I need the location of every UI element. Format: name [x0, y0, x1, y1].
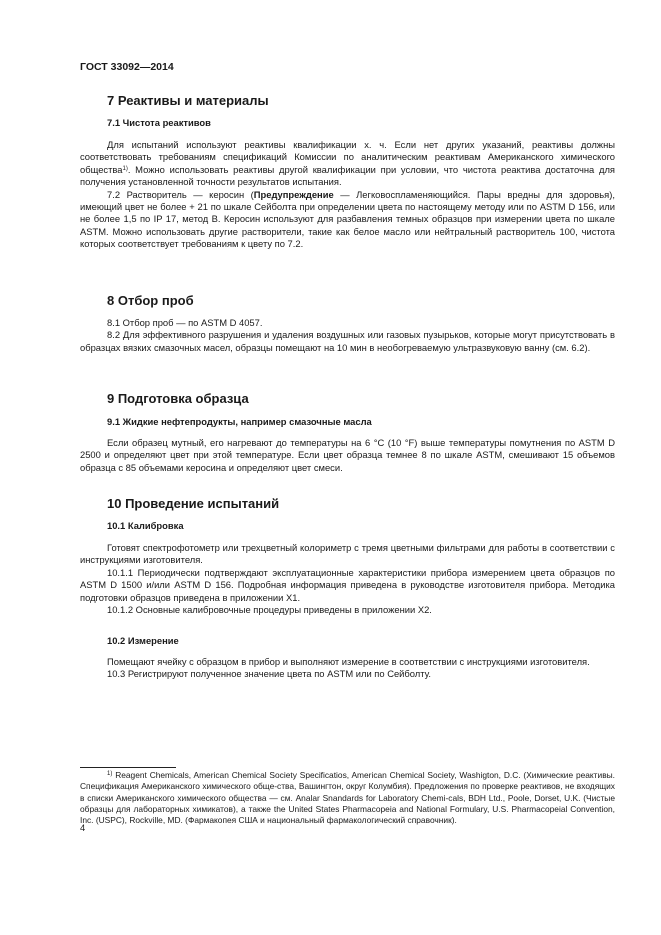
- footnote-mark: 1): [107, 771, 113, 777]
- section-10-1-text: Готовят спектрофотометр или трехцветный колориметр с тремя цветными фильтрами для работы в соответствии с инструкциями изготовителя. 10.1.1 Периодически подтверждают эксплуатационные характеристики прибора измерением цвета образцов по ASTM D 1500 и/или ASTM D 156. Подробная информация приведена в руководстве изготовителя прибора. Методика подготовки образцов приведена в приложении X1. 10.1.2 Основные калибровочные процедуры приведены в приложении X2.: [80, 542, 615, 616]
- section-9-1-title: 9.1 Жидкие нефтепродукты, например смазочные масла: [107, 416, 372, 427]
- section-7-title: 7 Реактивы и материалы: [107, 93, 269, 108]
- section-8-text: 8.1 Отбор проб — по ASTM D 4057. 8.2 Для эффективного разрушения и удаления воздушных или газовых пузырьков, которые могут присутствовать в образцах вязких смазочных масел, образцы помещают на 10 мин в необогреваемую ультразвуковую ванну (см. 6.2).: [80, 317, 615, 353]
- section-10-2-text: Помещают ячейку с образцом в прибор и выполняют измерение в соответствии с инструкциями изготовителя. 10.3 Регистрируют полученное значение цвета по ASTM или по Сейболту.: [107, 656, 590, 680]
- section-7-1-text: Для испытаний используют реактивы квалификации х. ч. Если нет других указаний, реактивы должны соответствовать требованиям спецификаций Комиссии по аналитическим реактивам Американского химического общества$^{1)}$. Можно использовать реактивы другой квалификации при условии, что чистота реактива достаточна для получения установленной точности результатов испытания. 7.2 Растворитель — керосин (Предупреждение — Легковоспламеняющийся. Пары вредны для здоровья), имеющий цвет не более + 21 по шкале Сейболта при определении цвета по настоящему методу или по ASTM D 156, или не более 1,5 по IP 17, метод В. Керосин используют для разбавления темных образцов при измерении цвета по шкале ASTM. Можно использовать другие растворители, такие как белое масло или нейтральный растворитель 100, чистота которых соответствует требованиям к цвету по 7.2.: [80, 139, 615, 250]
- section-9-1-text: Если образец мутный, его нагревают до температуры на 6 °С (10 °F) выше температуры помутнения по ASTM D 2500 и определяют цвет при этой температуре. Если цвет образца темнее 8 по шкале ASTM, смешивают 15 объемов образца с 85 объемами керосина и определяют цвет смеси.: [80, 437, 615, 473]
- standard-header: ГОСТ 33092—2014: [80, 61, 174, 73]
- section-8-title: 8 Отбор проб: [107, 293, 194, 308]
- footnote-rule: [80, 767, 176, 768]
- section-10-1-title: 10.1 Калибровка: [107, 520, 184, 531]
- section-10-2-title: 10.2 Измерение: [107, 635, 179, 646]
- warning-label: Предупреждение: [253, 188, 334, 200]
- footnote: $^{1)}$ Reagent Chemicals, American Chemical Society Specificatios, American Chemical Society, Washigton, D.C. (Химические реактивы. Спецификация Американского химического обще-ства, Вашингтон, округ Колумбия). Предложения по проверке реактивов, не входящих в списки Американского химического общества — см. Analar Snandards for Laboratory Chemi-cals, BDH Ltd., Poole, Dorset, U.K. (Чистые образцы для лабораторных химикатов), а также the United States Pharmacopeia and National Formulary, U.S. Pharmacopeial Convention, Inc. (USPC), Rockville, MD. (Фармакопея США и национальный фармакологический справочник).: [80, 770, 615, 826]
- section-9-title: 9 Подготовка образца: [107, 391, 249, 406]
- section-7-1-title: 7.1 Чистота реактивов: [107, 117, 211, 128]
- footnote-ref: 1): [122, 165, 128, 172]
- section-10-title: 10 Проведение испытаний: [107, 496, 280, 511]
- page-number: 4: [80, 822, 86, 833]
